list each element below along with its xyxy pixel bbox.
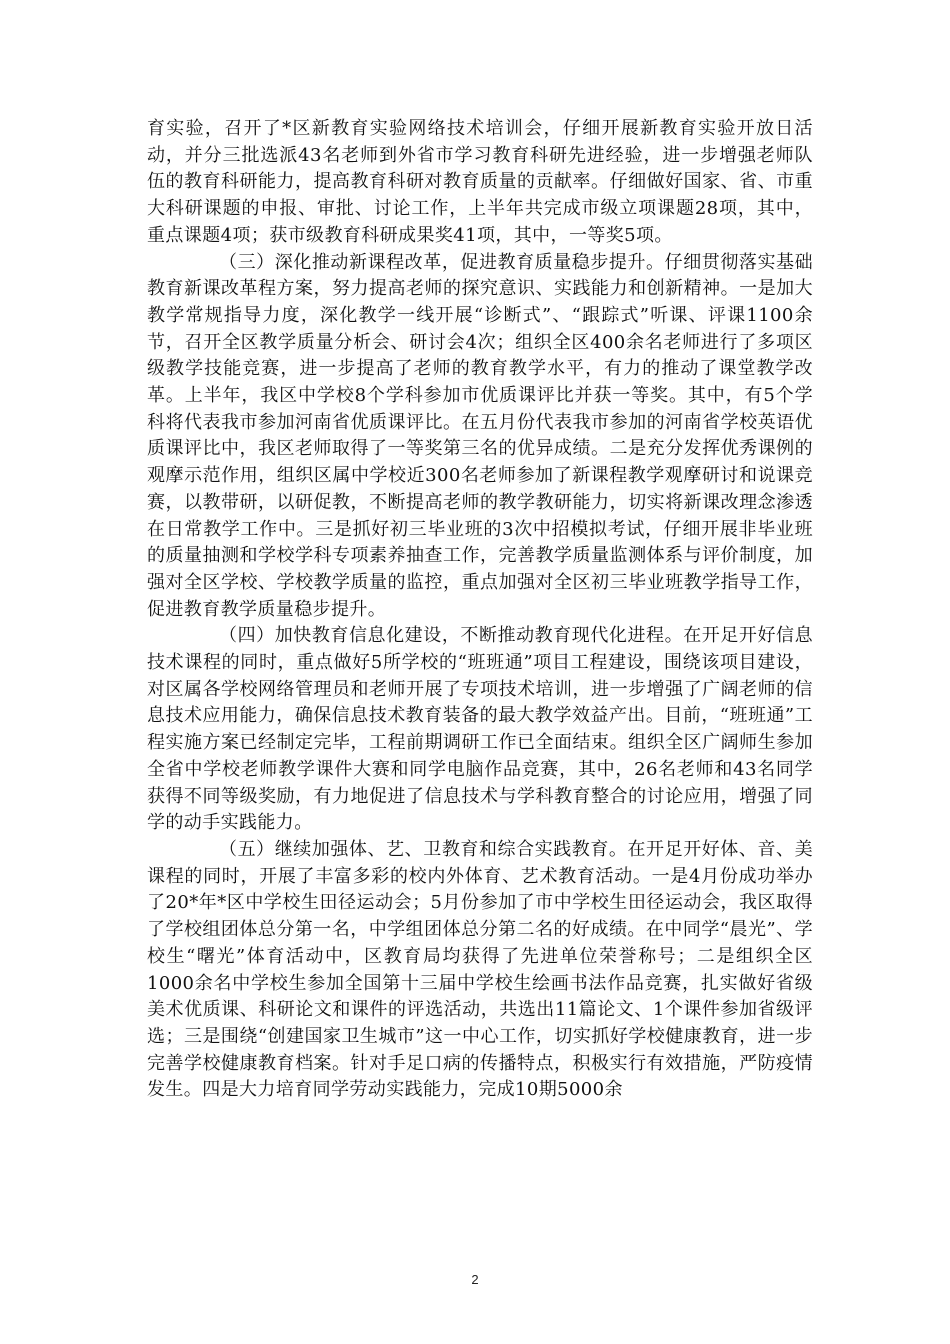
paragraph-curriculum-reform: （三）深化推动新课程改革，促进教育质量稳步提升。仔细贯彻落实基础教育新课改革程方案，努力提高老师的探究意识、实践能力和创新精神。一是加大教学常规指导力度，深化教学一线开展“诊断式”、“跟踪式”听课、评课1100余节，召开全区教学质量分析会、研讨会4次；组织全区400余名老师进行了多项区级教学技能竞赛，进一步提高了老师的教育教学水平，有力的推动了课堂教学改革。上半年，我区中学校8个学科参加市优质课评比并获一等奖。其中，有5个学科将代表我市参加河南省优质课评比。在五月份代表我市参加的河南省学校英语优质课评比中，我区老师取得了一等奖第三名的优异成绩。二是充分发挥优秀课例的观摩示范作用，组织区属中学校近300名老师参加了新课程教学观摩研讨和说课竞赛，以教带研，以研促教，不断提高老师的教学教研能力，切实将新课改理念渗透在日常教学工作中。三是抓好初三毕业班的3次中招模拟考试，仔细开展非毕业班的质量抽测和学校学科专项素养抽查工作，完善教学质量监测体系与评价制度，加强对全区学校、学校教学质量的监控，重点加强对全区初三毕业班教学指导工作，促进教育教学质量稳步提升。 — [147, 251, 813, 620]
paragraph-continuation: 育实验，召开了*区新教育实验网络技术培训会，仔细开展新教育实验开放日活动，并分三批选派43名老师到外省市学习教育科研先进经验，进一步增强老师队伍的教育科研能力，提高教育科研对教育质量的贡献率。仔细做好国家、省、市重大科研课题的申报、审批、讨论工作，上半年共完成市级立项课题28项，其中，重点课题4项；获市级教育科研成果奖41项，其中，一等奖5项。 — [147, 118, 813, 246]
page-number: 2 — [471, 1272, 479, 1287]
paragraph-informatization: （四）加快教育信息化建设，不断推动教育现代化进程。在开足开好信息技术课程的同时，重点做好5所学校的“班班通”项目工程建设，围绕该项目建设，对区属各学校网络管理员和老师开展了专项技术培训，进一步增强了广阔老师的信息技术应用能力，确保信息技术教育装备的最大教学效益产出。目前，“班班通”工程实施方案已经制定完毕，工程前期调研工作已全面结束。组织全区广阔师生参加全省中学校老师教学课件大赛和同学电脑作品竞赛，其中，26名老师和43名同学获得不同等级奖励，有力地促进了信息技术与学科教育整合的讨论应用，增强了同学的动手实践能力。 — [147, 625, 813, 834]
paragraph-sports-arts-health: （五）继续加强体、艺、卫教育和综合实践教育。在开足开好体、音、美课程的同时，开展了丰富多彩的校内外体育、艺术教育活动。一是4月份成功举办了20*年*区中学校生田径运动会；5月份参加了市中学校生田径运动会，我区取得了学校组团体总分第一名，中学组团体总分第二名的好成绩。在中同学“晨光”、学校生“曙光”体育活动中，区教育局均获得了先进单位荣誉称号；二是组织全区1000余名中学校生参加全国第十三届中学校生绘画书法作品竞赛，扎实做好省级美术优质课、科研论文和课件的评选活动，共选出11篇论文、1个课件参加省级评选；三是围绕“创建国家卫生城市”这一中心工作，切实抓好学校健康教育，进一步完善学校健康教育档案。针对手足口病的传播特点，积极实行有效措施，严防疫情发生。四是大力培育同学劳动实践能力，完成10期5000余 — [147, 838, 813, 1101]
document-body — [147, 116, 813, 1104]
